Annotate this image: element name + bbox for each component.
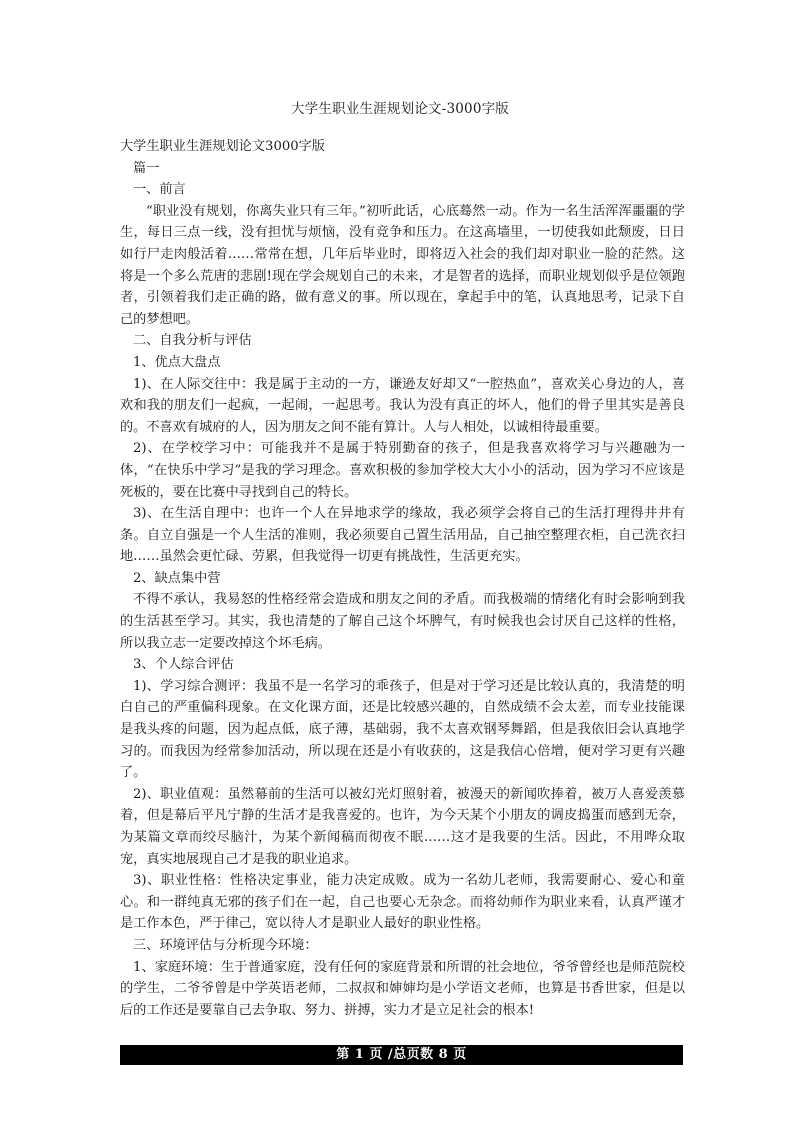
subsection-heading: 3、个人综合评估 [133,657,234,673]
page-footer: 第 1 页 /总页数 8 页 [120,1045,683,1065]
paragraph: 2)、在学校学习中：可能我并不是属于特别勤奋的孩子，但是我喜欢将学习与兴趣融为一体，“在快乐中学习”是我的学习理念。喜欢积极的参加学校大大小小的活动，因为学习不应该是死板的，要在比赛中寻找到自己的特长。 [120,441,685,500]
paragraph: 1、家庭环境：生于普通家庭，没有任何的家庭背景和所谓的社会地位，爷爷曾经也是师范院校的学生，二爷爷曾是中学英语老师，二叔叔和婶婶均是小学语文老师，也算是书香世家，但是以后的工作还是要靠自己去争取、努力、拼搏，实力才是立足社会的根本! [120,959,685,1018]
paragraph: 2)、职业值观：虽然幕前的生活可以被幻光灯照射着，被漫天的新闻吹捧着，被万人喜爱羡慕着，但是幕后平凡宁静的生活才是我喜爱的。也许，为今天某个小朋友的调皮捣蛋而感到无奈，为某篇文章而绞尽脑汁，为某个新闻稿而彻夜不眠……这才是我要的生活。因此，不用哗众取宠，真实地展现自己才是我的职业追求。 [120,786,685,867]
paragraph: 3)、职业性格：性格决定事业，能力决定成败。成为一名幼儿老师，我需要耐心、爱心和童心。和一群纯真无邪的孩子们在一起，自己也要心无杂念。而将幼师作为职业来看，认真严谨才是工作本色，严于律己，宽以待人才是职业人最好的职业性格。 [120,873,685,932]
section-heading: 一、前言 [133,182,186,198]
section-heading: 二、自我分析与评估 [133,333,252,349]
paragraph: 3)、在生活自理中：也许一个人在异地求学的缘故，我必须学会将自己的生活打理得井井有条。自立自强是一个人生活的准则，我必须要自己置生活用品，自己抽空整理衣柜，自己洗衣扫地……虽然会更忙碌、劳累，但我觉得一切更有挑战性，生活更充实。 [120,506,685,565]
part-label: 篇一 [133,160,160,176]
subsection-heading: 1、优点大盘点 [133,354,221,370]
document-body [120,136,685,1021]
paragraph: 1)、在人际交往中：我是属于主动的一方，谦逊友好却又“一腔热血”，喜欢关心身边的人，喜欢和我的朋友们一起疯，一起闹，一起思考。我认为没有真正的坏人，他们的骨子里其实是善良的。不喜欢有城府的人，因为朋友之间不能有算计。人与人相处，以诚相待最重要。 [120,376,685,435]
paragraph: 1)、学习综合测评：我虽不是一名学习的乖孩子，但是对于学习还是比较认真的，我清楚的明白自己的严重偏科现象。在文化课方面，还是比较感兴趣的，自然成绩不会太差，而专业技能课是我头疼的问题，因为起点低，底子薄，基础弱，我不太喜欢钢琴舞蹈，但是我依旧会认真地学习的。而我因为经常参加活动，所以现在还是小有收获的，这是我信心倍增，便对学习更有兴趣了。 [120,678,685,781]
paragraph: 不得不承认，我易怒的性格经常会造成和朋友之间的矛盾。而我极端的情绪化有时会影响到我的生活甚至学习。其实，我也清楚的了解自己这个坏脾气，有时候我也会讨厌自己这样的性格，所以我立志一定要改掉这个坏毛病。 [120,592,685,651]
paragraph: “职业没有规划，你离失业只有三年。”初听此话，心底蓦然一动。作为一名生活浑浑噩噩的学生，每日三点一线，没有担忧与烦恼，没有竞争和压力。在这高墙里，一切使我如此颓废，日日如行尸走肉般活着……常常在想，几年后毕业时，即将迈入社会的我们却对职业一脸的茫然。这将是一个多么荒唐的悲剧!现在学会规划自己的未来，才是智者的选择，而职业规划似乎是位领跑者，引领着我们走正确的路，做有意义的事。所以现在，拿起手中的笔，认真地思考，记录下自己的梦想吧。 [120,203,685,327]
subsection-heading: 2、缺点集中营 [133,570,221,586]
document-subtitle: 大学生职业生涯规划论文3000字版 [120,139,325,154]
document-title: 大学生职业生涯规划论文-3000字版 [290,101,510,117]
section-heading: 三、环境评估与分析现今环境： [133,937,318,953]
